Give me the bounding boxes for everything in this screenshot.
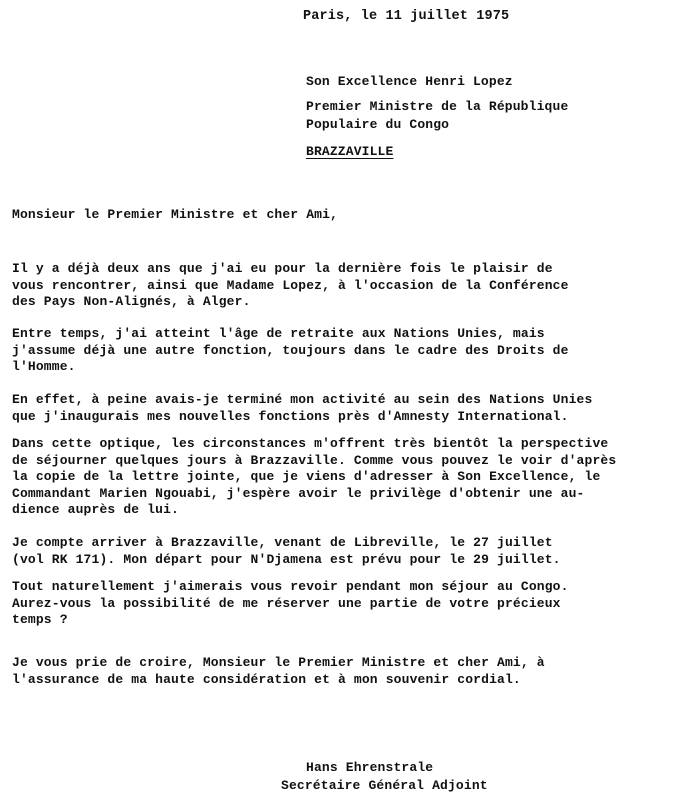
body-paragraph-3 [12, 392, 682, 425]
body-paragraph-6 [12, 579, 682, 629]
recipient-city: BRAZZAVILLE [306, 144, 394, 159]
paragraph-line: (vol RK 171). Mon départ pour N'Djamena est prévu pour le 29 juillet. [12, 551, 561, 567]
paragraph-line: Dans cette optique, les circonstances m'offrent très bientôt la perspective [12, 436, 609, 451]
body-paragraph-5 [12, 535, 682, 568]
paragraph-line: En effet, à peine avais-je terminé mon activité au sein des Nations Unies [12, 392, 593, 407]
recipient-title-line-2: Populaire du Congo [306, 117, 450, 132]
paragraph-line: j'assume déjà une autre fonction, toujours dans le cadre des Droits de [12, 342, 569, 358]
paragraph-line: Commandant Marien Ngouabi, j'espère avoir le privilège d'obtenir une au- [12, 485, 585, 501]
body-paragraph-2 [12, 326, 682, 376]
paragraph-line: la copie de la lettre jointe, que je viens d'adresser à Son Excellence, le [12, 469, 601, 484]
paragraph-line: Tout naturellement j'aimerais vous revoir pendant mon séjour au Congo. [12, 579, 569, 594]
paragraph-line: Je compte arriver à Brazzaville, venant de Libreville, le 27 juillet [12, 535, 553, 550]
salutation: Monsieur le Premier Ministre et cher Ami, [12, 207, 339, 222]
paragraph-line: Je vous prie de croire, Monsieur le Premier Ministre et cher Ami, à [12, 655, 545, 670]
paragraph-line: vous rencontrer, ainsi que Madame Lopez, à l'occasion de la Conférence [12, 277, 569, 293]
paragraph-line: Aurez-vous la possibilité de me réserver une partie de votre précieux [12, 595, 561, 611]
paragraph-line: Entre temps, j'ai atteint l'âge de retraite aux Nations Unies, mais [12, 326, 545, 341]
paragraph-line: que j'inaugurais mes nouvelles fonctions près d'Amnesty International. [12, 408, 569, 424]
paragraph-line: des Pays Non-Alignés, à Alger. [12, 294, 251, 309]
paragraph-line: l'Homme. [12, 359, 76, 374]
paragraph-line: l'assurance de ma haute considération et à mon souvenir cordial. [12, 671, 521, 687]
body-paragraph-1 [12, 261, 682, 311]
paragraph-line: temps ? [12, 612, 68, 627]
signature-name: Hans Ehrenstrale [306, 760, 434, 775]
paragraph-line: de séjourner quelques jours à Brazzaville. Comme vous pouvez le voir d'après [12, 452, 617, 468]
recipient-name: Son Excellence Henri Lopez [306, 74, 513, 89]
dateline: Paris, le 11 juillet 1975 [303, 9, 510, 24]
body-paragraph-4 [12, 436, 682, 519]
paragraph-line: dience auprès de lui. [12, 502, 179, 517]
signature-title: Secrétaire Général Adjoint [281, 778, 488, 793]
body-paragraph-7 [12, 655, 682, 688]
recipient-title-line-1: Premier Ministre de la République [306, 99, 569, 114]
paragraph-line: Il y a déjà deux ans que j'ai eu pour la dernière fois le plaisir de [12, 261, 553, 276]
